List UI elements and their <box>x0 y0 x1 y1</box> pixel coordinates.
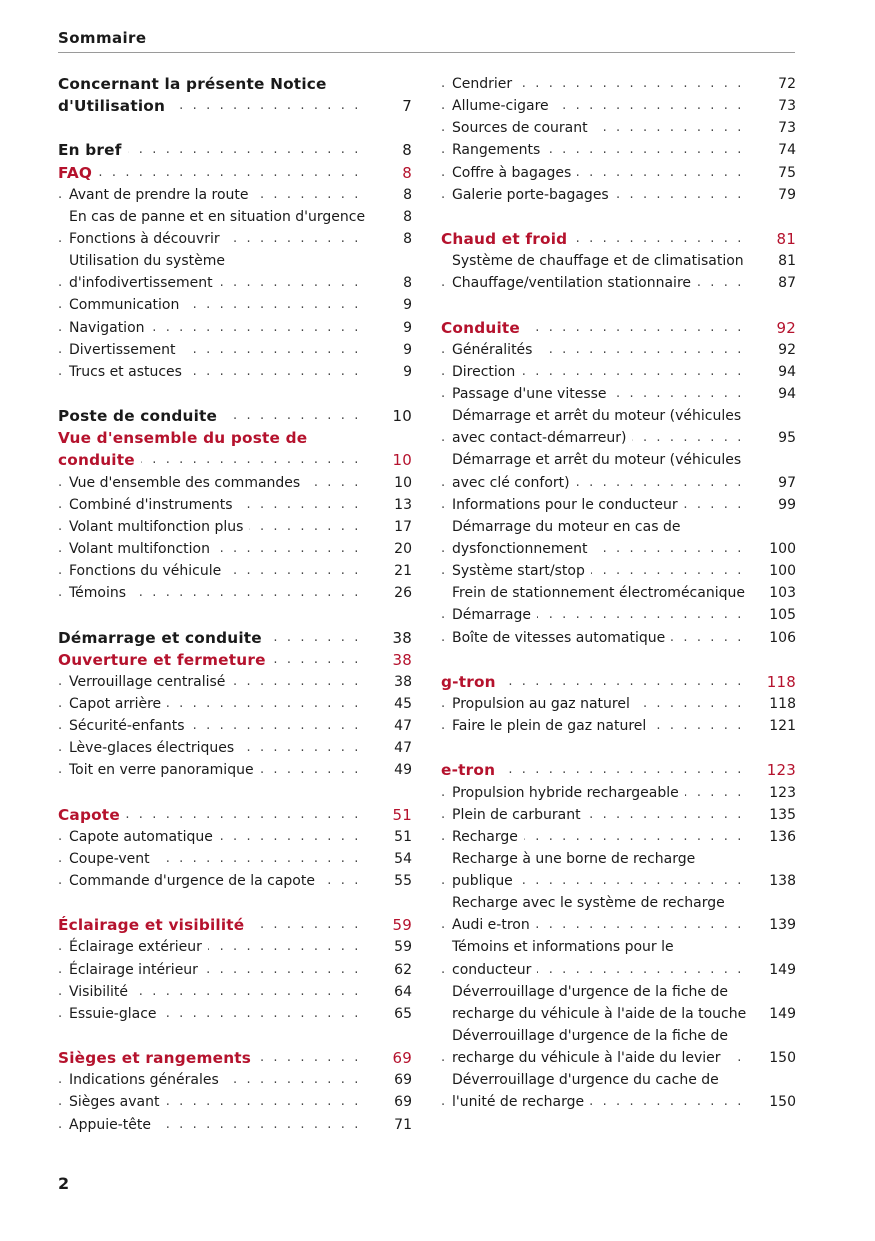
toc-entry[interactable] <box>58 759 412 781</box>
toc-section-entry[interactable] <box>441 671 796 693</box>
toc-entry-label: avec clé confort) <box>452 475 576 491</box>
toc-entry-label: avec contact-démarreur) <box>452 430 632 446</box>
toc-section-entry[interactable] <box>58 627 412 649</box>
toc-entry-label: Sources de courant <box>452 120 594 136</box>
toc-entry-label: Témoins et informations pour le <box>452 939 680 955</box>
toc-entry-page: 94 <box>778 385 796 402</box>
toc-entry-page: 121 <box>769 718 796 735</box>
toc-entry[interactable] <box>441 1069 796 1091</box>
toc-entry-label: Utilisation du système <box>69 253 231 269</box>
toc-entry[interactable] <box>441 826 796 848</box>
toc-entry[interactable] <box>441 804 796 826</box>
toc-left-column <box>58 73 412 1136</box>
toc-section-entry[interactable] <box>58 649 412 671</box>
toc-entry[interactable] <box>441 1025 796 1047</box>
toc-entry[interactable] <box>58 848 412 870</box>
toc-entry-label: Sièges avant <box>69 1094 165 1110</box>
toc-entry-page: 8 <box>403 275 412 292</box>
toc-entry-page: 71 <box>394 1116 412 1133</box>
toc-entry-page: 21 <box>394 563 412 580</box>
toc-section-entry[interactable] <box>441 228 796 250</box>
toc-entry-page: 8 <box>403 230 412 247</box>
toc-entry-label: Propulsion hybride rechargeable <box>452 785 685 801</box>
toc-entry-page: 95 <box>778 430 796 447</box>
toc-entry-label: Conduite <box>441 319 526 337</box>
toc-section-entry[interactable] <box>58 162 412 184</box>
toc-entry[interactable] <box>441 272 796 294</box>
toc-entry-label: Démarrage et conduite <box>58 629 268 647</box>
toc-entry[interactable] <box>441 383 796 405</box>
toc-entry-page: 150 <box>769 1050 796 1067</box>
toc-entry-page: 103 <box>769 585 796 602</box>
toc-entry-page: 97 <box>778 474 796 491</box>
toc-entry-page: 79 <box>778 186 796 203</box>
toc-entry-label: Concernant la présente Notice <box>58 75 333 93</box>
toc-entry-label: Faire le plein de gaz naturel <box>452 718 652 734</box>
toc-entry-label: Avant de prendre la route <box>69 187 255 203</box>
page-title: Sommaire <box>58 29 147 47</box>
toc-entry-page: 47 <box>394 718 412 735</box>
toc-entry[interactable] <box>441 472 796 494</box>
toc-entry-page: 10 <box>392 451 412 470</box>
toc-entry[interactable] <box>441 981 796 1003</box>
toc-entry[interactable] <box>441 782 796 804</box>
toc-entry-label: Éclairage extérieur <box>69 939 208 955</box>
toc-entry[interactable] <box>58 737 412 759</box>
toc-entry[interactable] <box>441 627 796 649</box>
toc-section-entry[interactable] <box>58 95 412 117</box>
toc-entry[interactable] <box>441 892 796 914</box>
toc-entry-label: Allume-cigare <box>452 98 555 114</box>
toc-entry-page: 65 <box>394 1005 412 1022</box>
toc-entry-page: 123 <box>766 761 796 780</box>
toc-entry-page: 17 <box>394 518 412 535</box>
toc-entry-label: Démarrage du moteur en cas de <box>452 519 686 535</box>
toc-entry-page: 38 <box>392 628 412 647</box>
toc-entry[interactable] <box>58 870 412 892</box>
toc-entry-page: 99 <box>778 496 796 513</box>
toc-entry-label: Sécurité-enfants <box>69 718 191 734</box>
toc-entry-page: 106 <box>769 629 796 646</box>
toc-entry[interactable] <box>58 250 412 272</box>
toc-entry[interactable] <box>58 936 412 958</box>
page-number: 2 <box>58 1174 70 1193</box>
toc-entry-page: 26 <box>394 585 412 602</box>
toc-entry[interactable] <box>441 427 796 449</box>
toc-entry[interactable] <box>58 959 412 981</box>
toc-entry-page: 59 <box>394 939 412 956</box>
toc-entry-page: 8 <box>403 208 412 225</box>
toc-entry[interactable] <box>58 206 412 228</box>
toc-section-entry[interactable] <box>58 804 412 826</box>
toc-entry-label: conduite <box>58 451 141 469</box>
toc-entry-label: e-tron <box>441 761 501 779</box>
toc-section-entry[interactable] <box>58 73 412 95</box>
toc-entry[interactable] <box>58 1091 412 1113</box>
toc-entry-label: Chauffage/ventilation stationnaire <box>452 275 697 291</box>
toc-entry-label: Trucs et astuces <box>69 364 188 380</box>
toc-entry-page: 100 <box>769 540 796 557</box>
toc-entry-page: 87 <box>778 275 796 292</box>
toc-entry-label: Démarrage et arrêt du moteur (véhicules <box>452 452 747 468</box>
toc-entry-page: 8 <box>403 186 412 203</box>
toc-entry-label: Visibilité <box>69 984 134 1000</box>
toc-entry[interactable] <box>441 560 796 582</box>
toc-entry-page: 73 <box>778 98 796 115</box>
toc-entry-label: d'infodivertissement <box>69 275 219 291</box>
toc-entry-page: 9 <box>403 297 412 314</box>
toc-entry-label: Passage d'une vitesse <box>452 386 613 402</box>
toc-section-entry[interactable] <box>58 449 412 471</box>
toc-entry-page: 123 <box>769 784 796 801</box>
toc-entry[interactable] <box>58 1069 412 1091</box>
toc-entry[interactable] <box>58 472 412 494</box>
toc-entry-page: 62 <box>394 961 412 978</box>
toc-entry-label: Recharge avec le système de recharge <box>452 895 731 911</box>
toc-entry-label: Galerie porte-bagages <box>452 187 615 203</box>
toc-entry-page: 38 <box>392 650 412 669</box>
toc-entry-label: Indications générales <box>69 1072 225 1088</box>
toc-entry[interactable] <box>441 959 796 981</box>
toc-entry-label: Divertissement <box>69 342 182 358</box>
toc-entry-label: Fonctions du véhicule <box>69 563 227 579</box>
toc-entry-page: 64 <box>394 983 412 1000</box>
toc-entry[interactable] <box>441 162 796 184</box>
toc-entry-label: Coffre à bagages <box>452 165 577 181</box>
toc-entry-label: d'Utilisation <box>58 97 171 115</box>
toc-entry-page: 92 <box>776 318 796 337</box>
toc-entry-label: En cas de panne et en situation d'urgence <box>69 209 371 225</box>
toc-entry-page: 55 <box>394 873 412 890</box>
toc-entry-label: Capote <box>58 806 126 824</box>
toc-entry-label: Toit en verre panoramique <box>69 762 260 778</box>
toc-entry[interactable] <box>58 1003 412 1025</box>
toc-entry-page: 94 <box>778 363 796 380</box>
toc-right-column <box>441 73 796 1114</box>
toc-entry-label: Fonctions à découvrir <box>69 231 226 247</box>
toc-entry-page: 20 <box>394 540 412 557</box>
toc-entry[interactable] <box>441 715 796 737</box>
toc-entry-label: dysfonctionnement <box>452 541 593 557</box>
toc-entry-page: 54 <box>394 850 412 867</box>
toc-entry-page: 74 <box>778 142 796 159</box>
toc-entry-label: Éclairage et visibilité <box>58 916 250 934</box>
toc-entry[interactable] <box>441 516 796 538</box>
toc-entry-page: 69 <box>394 1072 412 1089</box>
toc-entry-label: Capote automatique <box>69 829 219 845</box>
toc-entry[interactable] <box>441 139 796 161</box>
toc-entry-label: Poste de conduite <box>58 407 223 425</box>
toc-entry-page: 149 <box>769 1005 796 1022</box>
toc-entry-label: Éclairage intérieur <box>69 962 204 978</box>
toc-entry-label: Vue d'ensemble du poste de <box>58 429 313 447</box>
toc-entry-label: Navigation <box>69 320 151 336</box>
toc-entry[interactable] <box>441 250 796 272</box>
toc-entry-label: FAQ <box>58 164 98 182</box>
toc-entry-label: Coupe-vent <box>69 851 156 867</box>
toc-entry-label: Chaud et froid <box>441 230 573 248</box>
toc-entry-page: 69 <box>392 1049 412 1068</box>
toc-entry-page: 9 <box>403 363 412 380</box>
toc-entry-page: 69 <box>394 1094 412 1111</box>
toc-entry-page: 105 <box>769 607 796 624</box>
page-header <box>58 28 795 53</box>
toc-entry[interactable] <box>58 560 412 582</box>
toc-entry-label: Essuie-glace <box>69 1006 163 1022</box>
toc-entry[interactable] <box>441 1091 796 1113</box>
toc-entry[interactable] <box>441 184 796 206</box>
toc-entry[interactable] <box>58 582 412 604</box>
toc-entry-label: Verrouillage centralisé <box>69 674 231 690</box>
toc-entry[interactable] <box>58 294 412 316</box>
toc-entry[interactable] <box>58 272 412 294</box>
toc-entry[interactable] <box>441 117 796 139</box>
toc-entry-label: En bref <box>58 141 128 159</box>
toc-entry-page: 51 <box>394 828 412 845</box>
toc-entry-page: 118 <box>766 672 796 691</box>
toc-entry-label: Propulsion au gaz naturel <box>452 696 636 712</box>
toc-entry-label: Communication <box>69 297 185 313</box>
toc-entry-page: 9 <box>403 341 412 358</box>
toc-entry[interactable] <box>441 361 796 383</box>
toc-entry[interactable] <box>58 715 412 737</box>
toc-entry-page: 38 <box>394 673 412 690</box>
toc-entry[interactable] <box>58 317 412 339</box>
toc-entry-page: 135 <box>769 806 796 823</box>
toc-entry-label: g-tron <box>441 673 502 691</box>
toc-entry-page: 149 <box>769 961 796 978</box>
toc-entry-label: Capot arrière <box>69 696 167 712</box>
toc-entry[interactable] <box>441 914 796 936</box>
toc-section-entry[interactable] <box>58 1047 412 1069</box>
toc-entry-label: recharge du véhicule à l'aide de la touche <box>452 1006 752 1022</box>
toc-entry-label: Démarrage et arrêt du moteur (véhicules <box>452 408 747 424</box>
toc-entry-label: Informations pour le conducteur <box>452 497 684 513</box>
toc-entry-page: 7 <box>402 97 412 116</box>
toc-entry-label: Audi e-tron <box>452 917 536 933</box>
toc-entry-page: 73 <box>778 120 796 137</box>
toc-entry-label: recharge du véhicule à l'aide du levier <box>452 1050 727 1066</box>
toc-entry-label: Sièges et rangements <box>58 1049 257 1067</box>
toc-entry-label: Frein de stationnement électromécanique <box>452 585 751 601</box>
toc-entry-page: 118 <box>769 695 796 712</box>
toc-entry-label: Recharge <box>452 829 524 845</box>
toc-entry[interactable] <box>58 228 412 250</box>
toc-entry-label: Volant multifonction <box>69 541 216 557</box>
toc-entry-label: Commande d'urgence de la capote <box>69 873 321 889</box>
toc-entry-page: 9 <box>403 319 412 336</box>
toc-entry[interactable] <box>58 826 412 848</box>
toc-entry-label: Lève-glaces électriques <box>69 740 240 756</box>
toc-entry-label: Appuie-tête <box>69 1117 157 1133</box>
toc-entry-page: 10 <box>392 407 412 426</box>
toc-entry[interactable] <box>441 405 796 427</box>
toc-section-entry[interactable] <box>58 914 412 936</box>
toc-entry[interactable] <box>441 1003 796 1025</box>
toc-entry-label: Généralités <box>452 342 538 358</box>
toc-entry[interactable] <box>441 936 796 958</box>
toc-entry-label: Plein de carburant <box>452 807 587 823</box>
toc-entry[interactable] <box>58 981 412 1003</box>
toc-entry-label: Volant multifonction plus <box>69 519 249 535</box>
toc-entry-page: 139 <box>769 917 796 934</box>
toc-entry-page: 47 <box>394 740 412 757</box>
toc-entry-label: conducteur <box>452 962 537 978</box>
toc-entry-page: 49 <box>394 762 412 779</box>
toc-entry[interactable] <box>441 95 796 117</box>
toc-entry-page: 72 <box>778 76 796 92</box>
toc-entry-page: 136 <box>769 828 796 845</box>
toc-entry-page: 59 <box>392 916 412 935</box>
toc-entry-label: l'unité de recharge <box>452 1094 590 1110</box>
toc-entry-label: Système start/stop <box>452 563 591 579</box>
toc-entry-page: 10 <box>394 474 412 491</box>
toc-entry-label: Recharge à une borne de recharge <box>452 851 701 867</box>
dot-leader <box>58 162 368 184</box>
toc-entry-label: Vue d'ensemble des commandes <box>69 475 306 491</box>
toc-entry[interactable] <box>58 494 412 516</box>
toc-entry[interactable] <box>58 538 412 560</box>
toc-entry-label: Direction <box>452 364 521 380</box>
toc-entry-page: 81 <box>776 229 796 248</box>
toc-section-entry[interactable] <box>58 139 412 161</box>
toc-entry-page: 75 <box>778 164 796 181</box>
toc-section-entry[interactable] <box>441 759 796 781</box>
toc-entry[interactable] <box>441 582 796 604</box>
toc-entry-label: Démarrage <box>452 607 537 623</box>
toc-entry-page: 8 <box>402 141 412 160</box>
toc-entry-page: 100 <box>769 563 796 580</box>
toc-entry[interactable] <box>58 1114 412 1136</box>
toc-entry[interactable] <box>58 693 412 715</box>
toc-entry-page: 150 <box>769 1094 796 1111</box>
toc-entry-page: 138 <box>769 873 796 890</box>
toc-entry-label: Système de chauffage et de climatisation <box>452 253 750 269</box>
toc-entry[interactable] <box>441 449 796 471</box>
toc-entry-page: 92 <box>778 341 796 358</box>
toc-section-entry[interactable] <box>58 405 412 427</box>
toc-entry[interactable] <box>441 848 796 870</box>
toc-entry-label: Déverrouillage d'urgence de la fiche de <box>452 984 734 1000</box>
toc-entry-page: 51 <box>392 805 412 824</box>
toc-entry-label: Déverrouillage d'urgence de la fiche de <box>452 1028 734 1044</box>
toc-entry-label: Déverrouillage d'urgence du cache de <box>452 1072 725 1088</box>
toc-entry[interactable] <box>441 494 796 516</box>
toc-section-entry[interactable] <box>58 427 412 449</box>
toc-entry[interactable] <box>58 516 412 538</box>
toc-entry[interactable] <box>441 604 796 626</box>
toc-entry-label: Témoins <box>69 585 132 601</box>
toc-entry[interactable] <box>58 361 412 383</box>
toc-entry[interactable] <box>441 870 796 892</box>
toc-entry[interactable] <box>441 339 796 361</box>
toc-entry-label: Rangements <box>452 142 546 158</box>
toc-entry[interactable] <box>58 184 412 206</box>
toc-section-entry[interactable] <box>441 317 796 339</box>
toc-entry-label: Cendrier <box>452 76 518 92</box>
toc-entry-page: 13 <box>394 496 412 513</box>
toc-entry[interactable] <box>441 693 796 715</box>
toc-entry-label: publique <box>452 873 519 889</box>
toc-entry[interactable] <box>58 339 412 361</box>
toc-entry-page: 81 <box>778 253 796 270</box>
toc-entry[interactable] <box>58 671 412 693</box>
toc-entry-label: Ouverture et fermeture <box>58 651 272 669</box>
toc-entry-page: 8 <box>402 163 412 182</box>
toc-entry-page: 45 <box>394 695 412 712</box>
toc-entry[interactable] <box>441 1047 796 1069</box>
toc-entry-label: Boîte de vitesses automatique <box>452 630 671 646</box>
toc-entry-label: Combiné d'instruments <box>69 497 239 513</box>
toc-entry[interactable] <box>441 538 796 560</box>
toc-entry[interactable] <box>441 73 796 95</box>
